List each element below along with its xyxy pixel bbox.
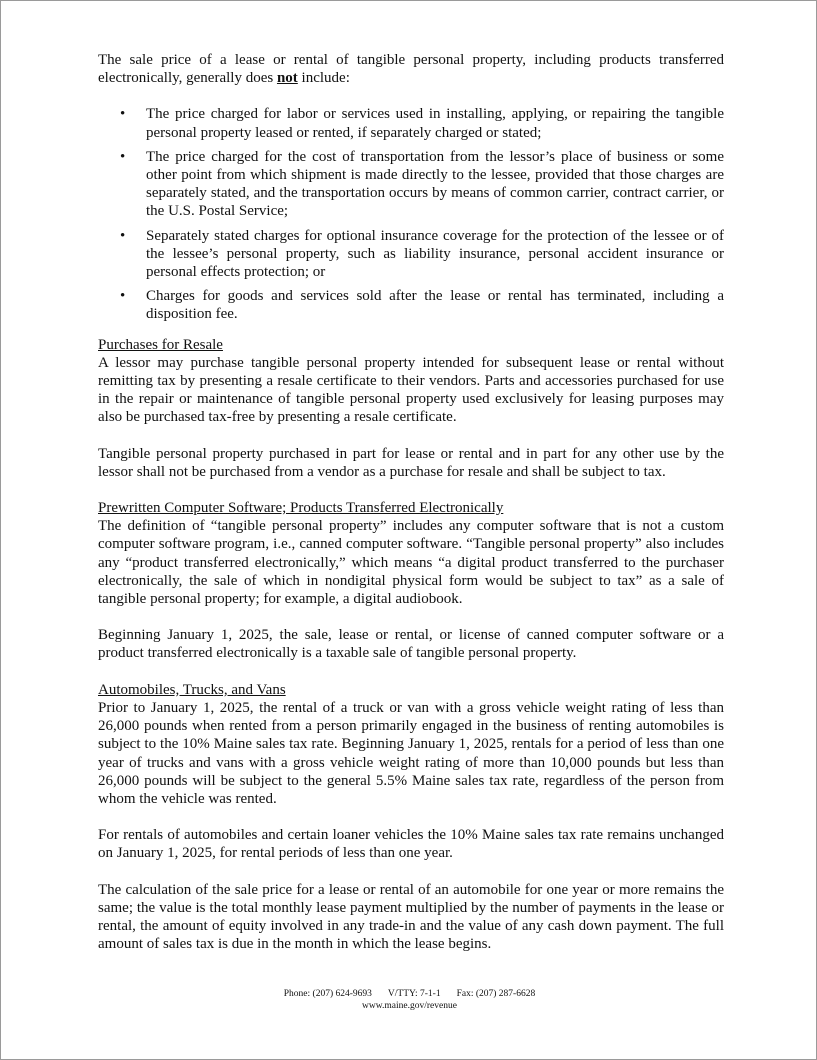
bullet-icon: • (120, 288, 126, 305)
vehicles-paragraph: Prior to January 1, 2025, the rental of a truck or van with a gross vehicle weight rating of less than 26,000 pounds when rented from a person primarily engaged in the business of renting automobiles is subject to the 10% Maine sales tax rate. Beginning January 1, 2025, rentals for a period of less than one year of trucks and vans with a gross vehicle weight rating of more than 10,000 pounds but less than 26,000 pounds will be subject to the general 5.5% Maine sales tax rate, regardless of the person from whom the vehicle was rented. (98, 699, 724, 807)
list-item-text: The price charged for labor or services used in installing, applying, or repairing the tangible personal property leased or rented, if separately charged or stated; (146, 106, 724, 141)
resale-paragraph: A lessor may purchase tangible personal property intended for subsequent lease or rental without remitting tax by presenting a resale certificate to their vendors. Parts and accessories purchased for use in the repair or maintenance of tangible personal property used exclusively for leasing purposes may also be purchased tax-free by presenting a resale certificate. (98, 354, 724, 426)
list-item (98, 148, 724, 221)
vehicles-paragraph: The calculation of the sale price for a lease or rental of an automobile for one year or more remains the same; the value is the total monthly lease payment multiplied by the number of payments in the lease or rental, the amount of equity involved in any trade-in and the value of any cash down payment. The full amount of sales tax is due in the month in which the lease begins. (98, 881, 724, 953)
intro-text-end: include: (297, 70, 350, 87)
list-item-text: Charges for goods and services sold after the lease or rental has terminated, including a disposition fee. (146, 288, 724, 323)
footer-phone: Phone: (207) 624-9693 (283, 989, 372, 999)
bullet-icon: • (120, 227, 126, 244)
section-heading-purchases-for-resale: Purchases for Resale (98, 336, 223, 353)
footer-contact-line (1, 988, 817, 1000)
footer-website-link[interactable]: www.maine.gov/revenue (362, 1001, 457, 1011)
section-heading-software: Prewritten Computer Software; Products Transferred Electronically (98, 500, 504, 517)
bullet-icon: • (120, 148, 126, 165)
intro-paragraph (98, 51, 724, 87)
page-footer (1, 988, 817, 1012)
list-item (98, 227, 724, 282)
list-item (98, 105, 724, 141)
intro-text: The sale price of a lease or rental of tangible personal property, including products transferred electronically, generally does (98, 52, 724, 87)
list-item (98, 287, 724, 323)
list-item-text: The price charged for the cost of transportation from the lessor’s place of business or some other point from which shipment is made directly to the lessee, provided that those charges are separately stated, and the transportation occurs by means of common carrier, contract carrier, or the U.S. Postal Service; (146, 148, 724, 220)
bullet-icon: • (120, 106, 126, 123)
section-heading-vehicles: Automobiles, Trucks, and Vans (98, 681, 286, 698)
list-item-text: Separately stated charges for optional insurance coverage for the protection of the lessee or of the lessee’s personal property, such as liability insurance, personal accident insurance or personal effects protection; or (146, 227, 724, 281)
document-body (98, 51, 724, 953)
software-paragraph: Beginning January 1, 2025, the sale, lease or rental, or license of canned computer software or a product transferred electronically is a taxable sale of tangible personal property. (98, 627, 724, 662)
exclusions-list (98, 105, 724, 323)
software-paragraph: The definition of “tangible personal property” includes any computer software that is not a custom computer software program, i.e., canned computer software. “Tangible personal property” also includes any “product transferred electronically,” which means “a digital product transferred to the purchaser electronically, the sale of which in nondigital physical form would be subject to tax” as a sale of tangible personal property; for example, a digital audiobook. (98, 518, 724, 608)
vehicles-paragraph: For rentals of automobiles and certain loaner vehicles the 10% Maine sales tax rate remains unchanged on January 1, 2025, for rental periods of less than one year. (98, 827, 724, 862)
resale-paragraph: Tangible personal property purchased in part for lease or rental and in part for any other use by the lessor shall not be purchased from a vendor as a purchase for resale and shall be subject to tax. (98, 445, 724, 480)
footer-fax: Fax: (207) 287-6628 (456, 989, 536, 999)
footer-tty: V/TTY: 7-1-1 (387, 989, 441, 999)
intro-emphasis: not (276, 70, 298, 87)
